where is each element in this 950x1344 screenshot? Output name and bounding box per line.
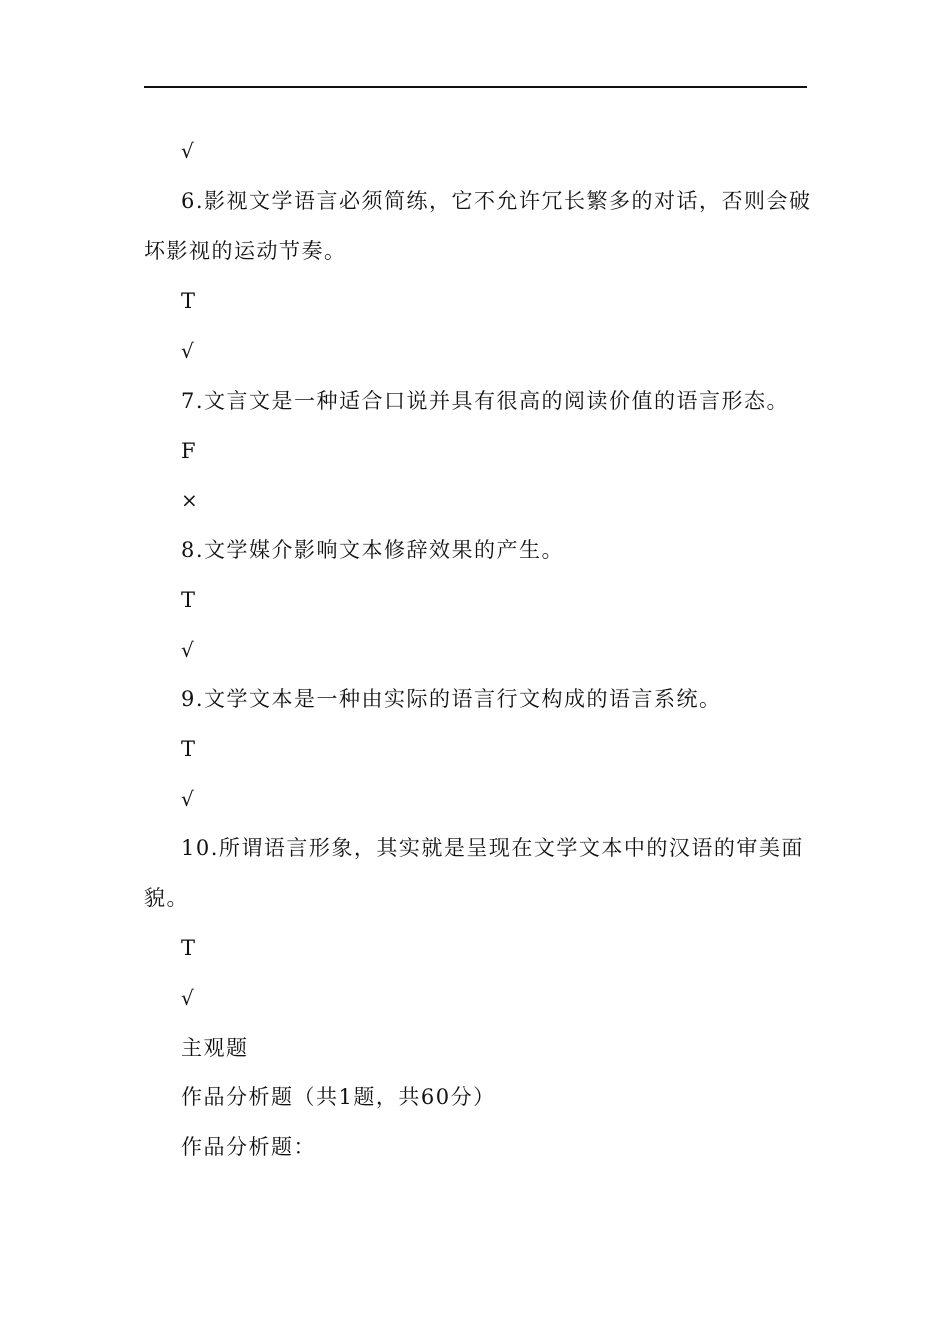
question-9-text: 9.文学文本是一种由实际的语言行文构成的语言系统。 (181, 687, 722, 711)
section-title: 主观题 (181, 1036, 249, 1060)
question-8-mark: √ (181, 638, 196, 662)
question-8-text: 8.文学媒介影响文本修辞效果的产生。 (181, 538, 565, 562)
question-6-mark: √ (181, 339, 196, 363)
prev-answer-mark: √ (181, 139, 196, 163)
question-7-mark: × (181, 488, 200, 512)
question-10-answer: T (181, 936, 197, 960)
question-9-mark: √ (181, 787, 196, 811)
question-10-mark: √ (181, 986, 196, 1010)
question-10-text-cont: 貌。 (144, 886, 189, 910)
question-label: 作品分析题： (181, 1135, 316, 1159)
question-9-answer: T (181, 737, 197, 761)
header-rule (144, 86, 807, 88)
question-10-text: 10.所谓语言形象，其实就是呈现在文学文本中的汉语的审美面 (181, 836, 804, 860)
question-7-text: 7.文言文是一种适合口说并具有很高的阅读价值的语言形态。 (181, 389, 790, 413)
section-subtitle: 作品分析题（共1题，共60分） (181, 1085, 496, 1109)
question-6-text: 6.影视文学语言必须简练，它不允许冗长繁多的对话，否则会破 (181, 189, 812, 213)
question-8-answer: T (181, 588, 197, 612)
question-7-answer: F (181, 439, 198, 463)
question-6-text-cont: 坏影视的运动节奏。 (144, 239, 347, 263)
question-6-answer: T (181, 289, 197, 313)
